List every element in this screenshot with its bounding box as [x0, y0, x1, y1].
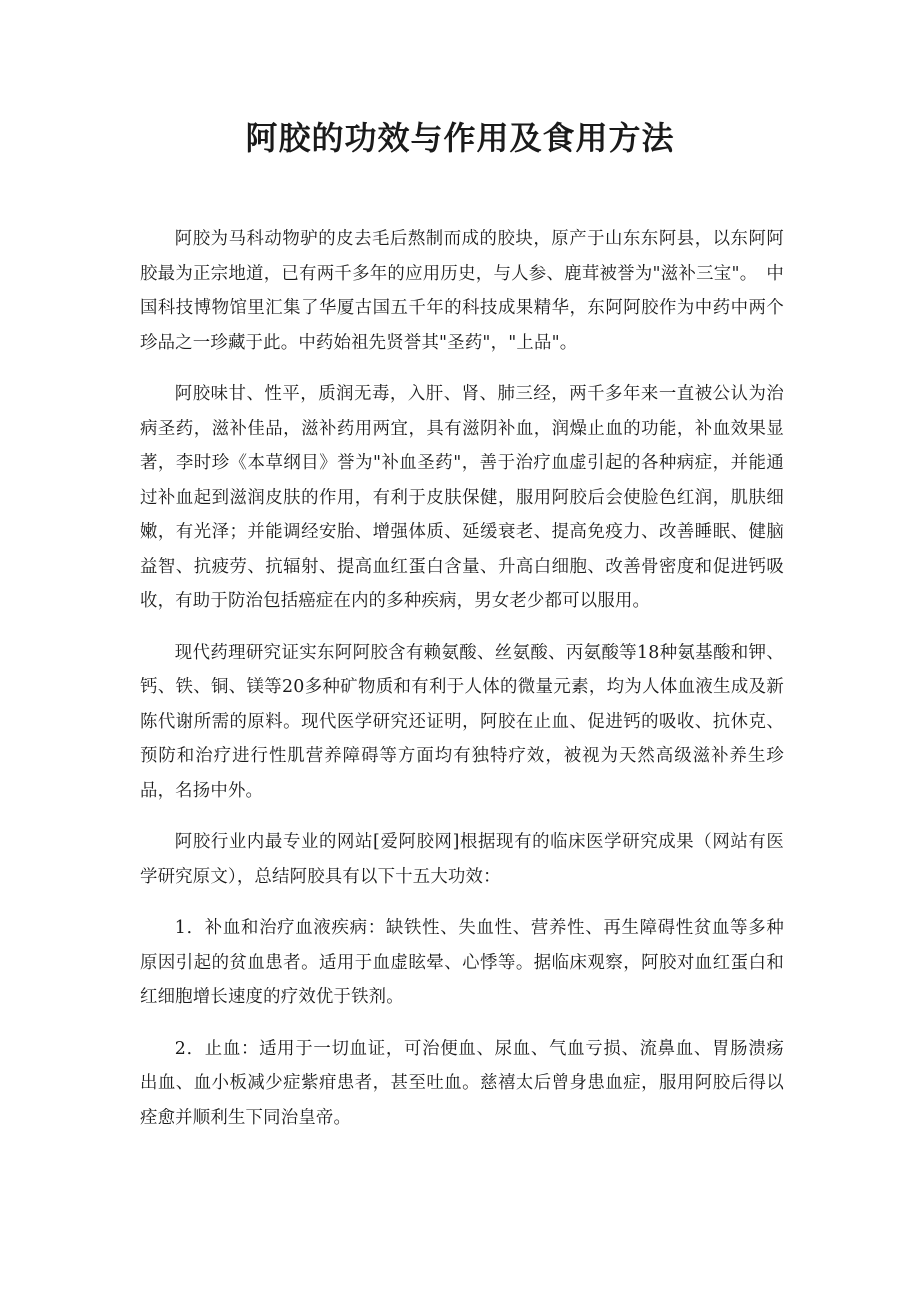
paragraph-effects-intro: 阿胶行业内最专业的网站[爱阿胶网]根据现有的临床医学研究成果（网站有医学研究原文），总结阿胶具有以下十五大功效：: [140, 832, 784, 887]
paragraph-research: 现代药理研究证实东阿阿胶含有赖氨酸、丝氨酸、丙氨酸等18种氨基酸和钾、钙、铁、铜、镁等20多种矿物质和有利于人体的微量元素，均为人体血液生成及新陈代谢所需的原料。现代医学研究还证明，阿胶在止血、促进钙的吸收、抗休克、预防和治疗进行性肌营养障碍等方面均有独特疗效，被视为天然高级滋补养生珍品，名扬中外。: [140, 642, 784, 801]
paragraph-intro: 阿胶为马科动物驴的皮去毛后熬制而成的胶块，原产于山东东阿县，以东阿阿胶最为正宗地道，已有两千多年的应用历史，与人参、鹿茸被誉为"滋补三宝"。 中国科技博物馆里汇集了华厦古国五千年的科技成果精华，东阿阿胶作为中药中两个珍品之一珍藏于此。中药始祖先贤誉其"圣药"，"上品"。: [140, 229, 784, 353]
paragraph-effect-1: 1．补血和治疗血液疾病：缺铁性、失血性、营养性、再生障碍性贫血等多种原因引起的贫血患者。适用于血虚眩晕、心悸等。据临床观察，阿胶对血红蛋白和红细胞增长速度的疗效优于铁剂。: [140, 918, 784, 1007]
paragraph-effect-2: 2．止血：适用于一切血证，可治便血、尿血、气血亏损、流鼻血、胃肠溃疡出血、血小板减少症紫疳患者，甚至吐血。慈禧太后曾身患血症，服用阿胶后得以痊愈并顺利生下同治皇帝。: [140, 1038, 784, 1128]
page-title: 阿胶的功效与作用及食用方法: [245, 119, 675, 157]
document-body: [140, 222, 784, 1152]
paragraph-properties: 阿胶味甘、性平，质润无毒，入肝、肾、肺三经，两千多年来一直被公认为治病圣药，滋补佳品，滋补药用两宜，具有滋阴补血，润燥止血的功能，补血效果显著，李时珍《本草纲目》誉为"补血圣药"，善于治疗血虚引起的各种病症，并能通过补血起到滋润皮肤的作用，有利于皮肤保健，服用阿胶后会使脸色红润，肌肤细嫩，有光泽；并能调经安胎、增强体质、延缓衰老、提高免疫力、改善睡眠、健脑益智、抗疲劳、抗辐射、提高血红蛋白含量、升高白细胞、改善骨密度和促进钙吸收，有助于防治包括癌症在内的多种疾病，男女老少都可以服用。: [140, 384, 784, 611]
